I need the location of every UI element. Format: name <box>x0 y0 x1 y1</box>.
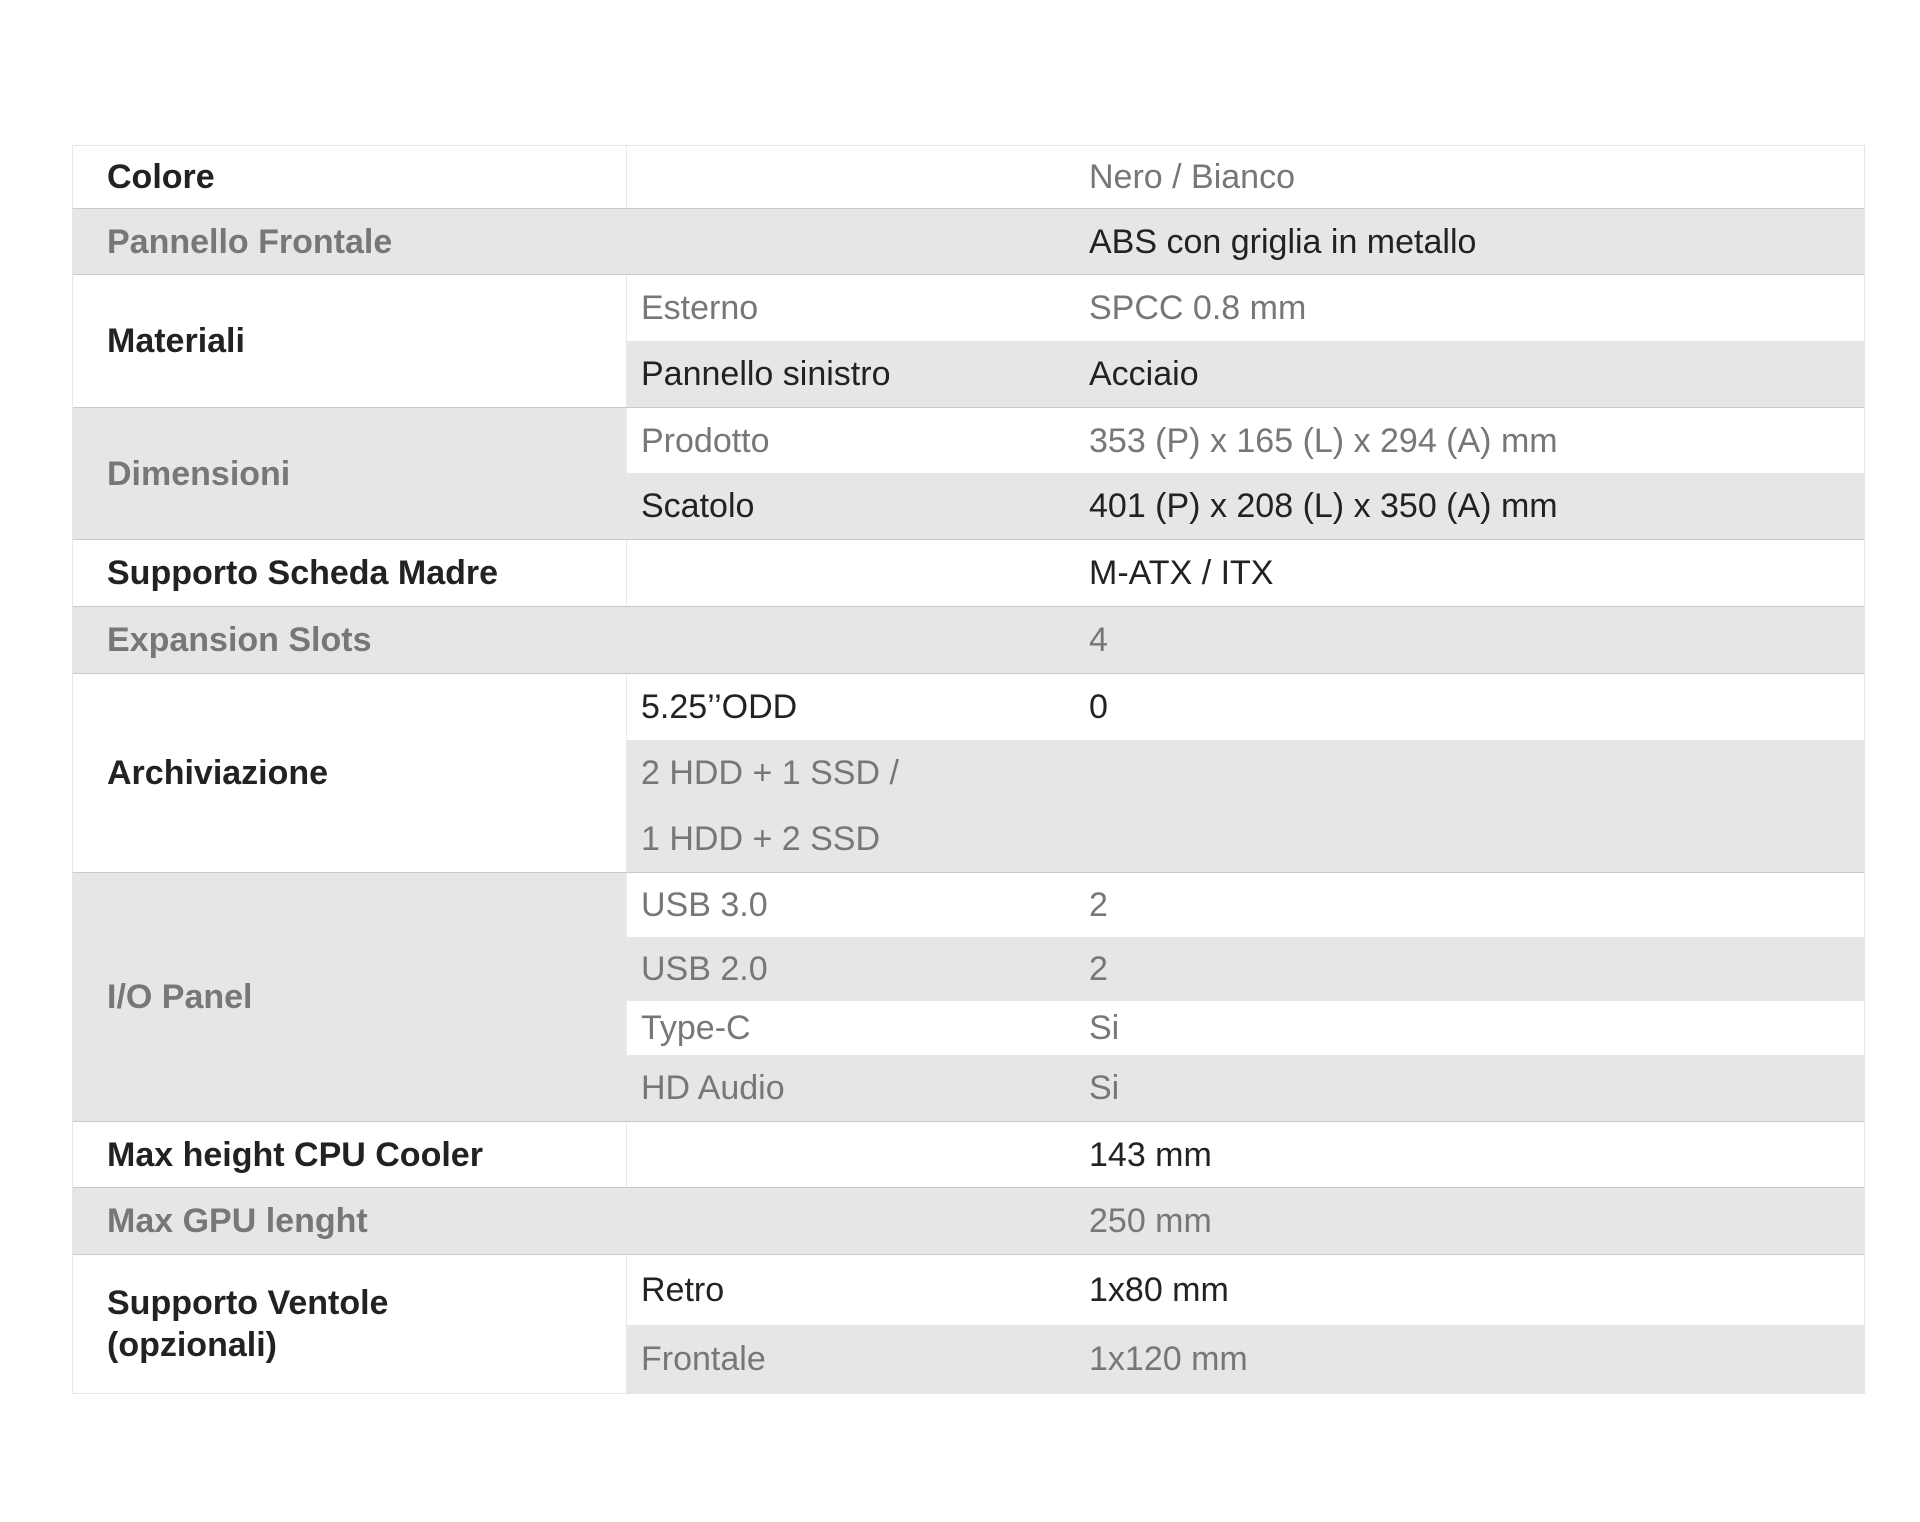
spec-sublabel: Frontale <box>641 1340 766 1378</box>
spec-value: 2 <box>1089 950 1108 988</box>
spec-row <box>627 1255 1864 1325</box>
spec-row <box>627 607 1864 673</box>
spec-sublabel: Pannello sinistro <box>641 355 891 393</box>
spec-value: 2 <box>1089 886 1108 924</box>
spec-row <box>627 408 1864 473</box>
spec-sublabel: Type-C <box>641 1009 751 1047</box>
spec-value: 250 mm <box>1089 1202 1212 1240</box>
spec-rows <box>627 1122 1864 1187</box>
spec-sublabel: Esterno <box>641 289 759 327</box>
spec-group <box>73 606 1864 673</box>
spec-rows <box>627 1188 1864 1254</box>
spec-rows <box>627 540 1864 606</box>
spec-group <box>73 872 1864 1121</box>
spec-row <box>627 1055 1864 1121</box>
spec-value: 4 <box>1089 621 1108 659</box>
spec-label: Max height CPU Cooler <box>73 1122 627 1187</box>
spec-value: Si <box>1089 1069 1120 1107</box>
spec-group <box>73 407 1864 539</box>
spec-value: ABS con griglia in metallo <box>1089 222 1477 261</box>
spec-table <box>72 145 1865 1394</box>
spec-group <box>73 1254 1864 1393</box>
spec-value: Acciaio <box>1089 355 1199 393</box>
spec-value: 0 <box>1089 688 1108 726</box>
spec-sublabel: 5.25’’ODD <box>641 688 798 726</box>
spec-sublabel: Scatolo <box>641 487 755 525</box>
spec-sublabel: USB 3.0 <box>641 886 768 924</box>
spec-value: M-ATX / ITX <box>1089 554 1274 592</box>
spec-group <box>73 274 1864 407</box>
spec-row <box>627 740 1864 872</box>
spec-group <box>73 1187 1864 1254</box>
spec-rows <box>627 275 1864 407</box>
spec-row <box>627 146 1864 208</box>
spec-value: 1x120 mm <box>1089 1340 1248 1378</box>
spec-sublabel: USB 2.0 <box>641 950 768 988</box>
spec-label: Dimensioni <box>73 408 627 539</box>
spec-group <box>73 208 1864 274</box>
spec-rows <box>627 209 1864 274</box>
spec-group <box>73 539 1864 606</box>
spec-value: Nero / Bianco <box>1089 158 1295 196</box>
spec-label: I/O Panel <box>73 873 627 1121</box>
spec-row <box>627 1188 1864 1254</box>
spec-sublabel-line: 2 HDD + 1 SSD / <box>641 754 899 792</box>
spec-label: Expansion Slots <box>73 607 627 673</box>
spec-label: Supporto Scheda Madre <box>73 540 627 606</box>
spec-group <box>73 673 1864 872</box>
spec-row <box>627 540 1864 606</box>
spec-rows <box>627 607 1864 673</box>
spec-row <box>627 1325 1864 1393</box>
spec-label: Colore <box>73 146 627 208</box>
spec-row <box>627 674 1864 740</box>
spec-value: 1x80 mm <box>1089 1271 1229 1309</box>
spec-rows <box>627 408 1864 539</box>
spec-group <box>73 146 1864 208</box>
spec-label: Archiviazione <box>73 674 627 872</box>
spec-row <box>627 473 1864 539</box>
spec-group <box>73 1121 1864 1187</box>
spec-row <box>627 1122 1864 1187</box>
spec-sublabel: Prodotto <box>641 421 770 460</box>
spec-sublabel <box>627 740 1089 872</box>
spec-value: 353 (P) x 165 (L) x 294 (A) mm <box>1089 421 1558 460</box>
spec-label: Materiali <box>73 275 627 407</box>
spec-row <box>627 937 1864 1001</box>
spec-rows <box>627 146 1864 208</box>
spec-rows <box>627 1255 1864 1393</box>
spec-row <box>627 341 1864 407</box>
spec-rows <box>627 873 1864 1121</box>
spec-row <box>627 873 1864 937</box>
spec-sublabel: Retro <box>641 1271 725 1309</box>
spec-label: Max GPU lenght <box>73 1188 627 1254</box>
spec-sublabel-line: 1 HDD + 2 SSD <box>641 820 881 858</box>
spec-value: 401 (P) x 208 (L) x 350 (A) mm <box>1089 487 1558 525</box>
spec-row <box>627 1001 1864 1055</box>
spec-rows <box>627 674 1864 872</box>
spec-label: Pannello Frontale <box>73 209 627 274</box>
spec-value: SPCC 0.8 mm <box>1089 289 1307 327</box>
spec-value: 143 mm <box>1089 1135 1212 1174</box>
spec-row <box>627 275 1864 341</box>
spec-sublabel: HD Audio <box>641 1069 785 1107</box>
spec-row <box>627 209 1864 274</box>
spec-value: Si <box>1089 1009 1120 1047</box>
spec-label: Supporto Ventole (opzionali) <box>73 1255 627 1393</box>
